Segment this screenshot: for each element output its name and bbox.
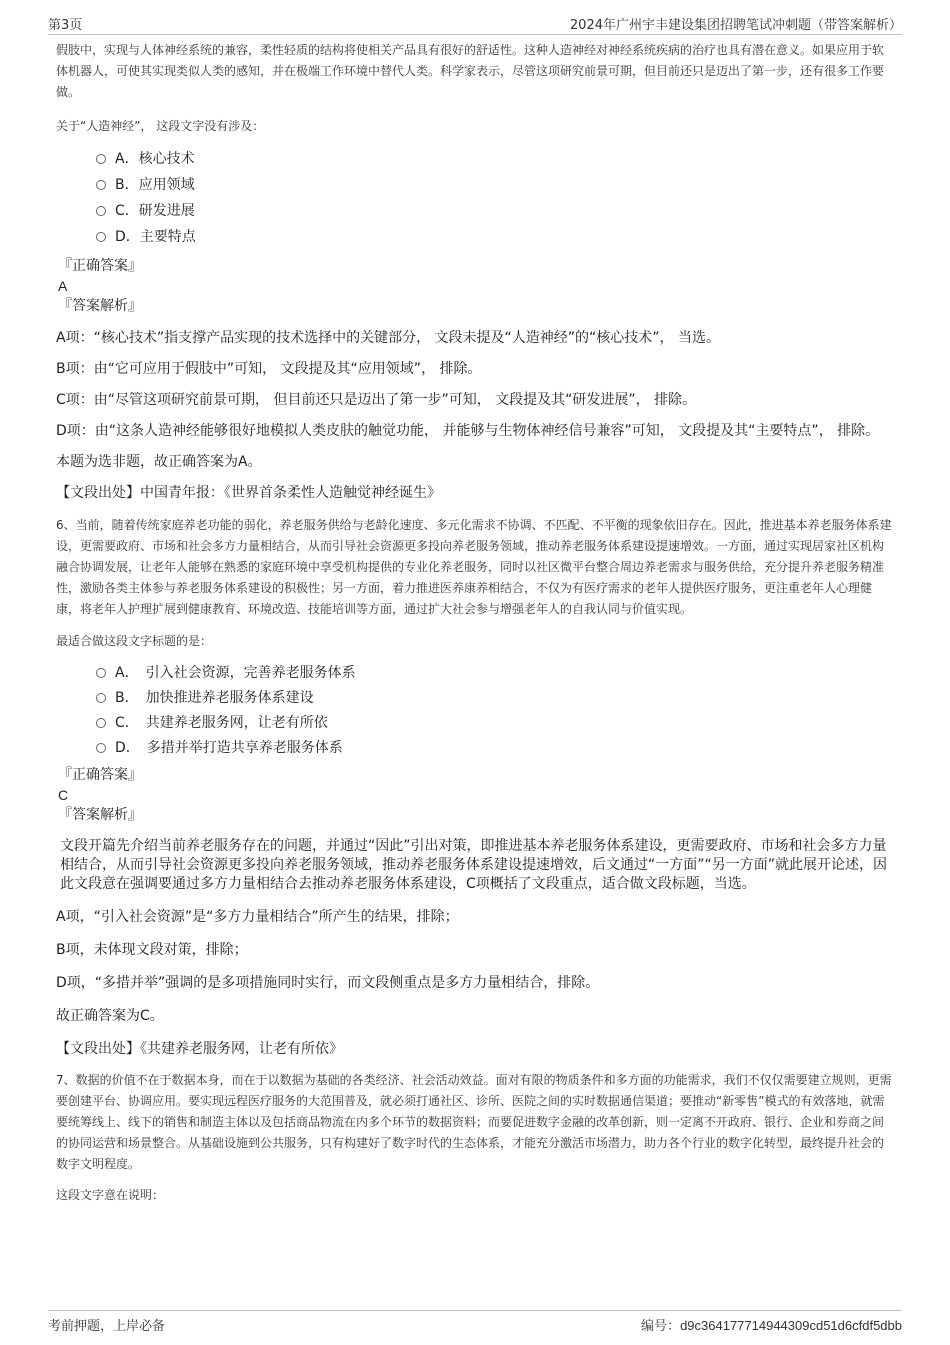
page-header (48, 12, 902, 35)
q5-option-c[interactable]: C．研发进展 (96, 198, 894, 224)
document-title: 2024年广州宇丰建设集团招聘笔试冲刺题（带答案解析） (569, 18, 902, 33)
q6-option-a[interactable]: A． 引入社会资源，完善养老服务体系 (96, 661, 894, 686)
q6-passage: 6、当前，随着传统家庭养老功能的弱化，养老服务供给与老龄化速度、多元化需求不协调、不匹配、不平衡的现象依旧存在。因此，推进基本养老服务体系建设，更需要政府、市场和社会多方力量相结合，从而引导社会资源更多投向养老服务领域，推动养老服务体系建设提速增效。一方面，通过实现居家社区机构融合协调发展，让老年人能够在熟悉的家庭环境中享受机构提供的专业化养老服务，同时以社区微平台整合周边养老需求与服务供给，充分提升养老服务精准性，激励各类主体参与养老服务体系建设的积极性；另一方面，着力推进医养康养相结合，不仅为有医疗需求的老年人提供医疗服务，更注重老年人心理健康，将老年人护理扩展到健康教育、环境改造、技能培训等方面，通过扩大社会参与增强老年人的自我认同与价值实现。 (56, 518, 892, 616)
q6-option-c[interactable]: C． 共建养老服务网，让老有所依 (96, 711, 894, 736)
q5-analysis-label: 『答案解析』 (58, 298, 142, 314)
q5-analysis-b: B项：由“它可应用于假肢中”可知， 文段提及其“应用领域”， 排除。 (56, 361, 482, 377)
radio-icon[interactable] (96, 668, 106, 678)
radio-icon[interactable] (96, 232, 106, 242)
q5-option-a[interactable]: A．核心技术 (96, 146, 894, 172)
q5-option-b[interactable]: B．应用领域 (96, 172, 894, 198)
page-number: 第3页 (48, 18, 83, 33)
document-code-value: d9c364177714944309cd51d6cfdf5dbb (680, 1318, 902, 1333)
q6-answer-label: 『正确答案』 (58, 767, 142, 783)
q6-analysis-a: A项，“引入社会资源”是“多方力量相结合”所产生的结果，排除； (56, 909, 459, 925)
page-footer (48, 1310, 902, 1337)
q5-question: 关于“人造神经”， 这段文字没有涉及： (56, 119, 265, 133)
q6-option-b[interactable]: B． 加快推进养老服务体系建设 (96, 686, 894, 711)
radio-icon[interactable] (96, 206, 106, 216)
q6-conclusion: 故正确答案为C。 (56, 1008, 164, 1024)
q5-analysis-c: C项：由“尽管这项研究前景可期， 但目前还只是迈出了第一步”可知， 文段提及其“研发进展”， 排除。 (56, 392, 697, 408)
q6-analysis-main: 文段开篇先介绍当前养老服务存在的问题，并通过“因此”引出对策，即推进基本养老服务体系建设，更需要政府、市场和社会多方力量相结合，从而引导社会资源更多投向养老服务领域，推动养老服务体系建设提速增效，后文通过“一方面”“另一方面”就此展开论述，因此文段意在强调要通过多方力量相结合去推动养老服务体系建设，C项概括了文段重点，适合做文段标题，当选。 (60, 838, 888, 892)
q5-answer: A (58, 278, 68, 294)
footer-slogan: 考前押题，上岸必备 (48, 1319, 166, 1334)
q5-options (96, 146, 894, 250)
radio-icon[interactable] (96, 154, 106, 164)
q6-question: 最适合做这段文字标题的是： (56, 634, 213, 648)
q5-analysis-d: D项：由“这条人造神经能够很好地模拟人类皮肤的触觉功能， 并能够与生物体神经信号兼容”可知， 文段提及其“主要特点”， 排除。 (56, 423, 880, 439)
q6-analysis-b: B项，未体现文段对策，排除； (56, 942, 248, 958)
q6-options (96, 661, 894, 761)
page-content (56, 40, 894, 1205)
radio-icon[interactable] (96, 718, 106, 728)
q5-passage: 假肢中，实现与人体神经系统的兼容，柔性轻质的结构将使相关产品具有很好的舒适性。这种人造神经对神经系统疾病的治疗也具有潜在意义。如果应用于软体机器人，可使其实现类似人类的感知，并在极端工作环境中替代人类。科学家表示，尽管这项研究前景可期，但目前还只是迈出了第一步，还有很多工作要做。 (56, 43, 885, 99)
q6-option-d[interactable]: D． 多措并举打造共享养老服务体系 (96, 736, 894, 761)
q5-analysis-a: A项：“核心技术”指支撑产品实现的技术选择中的关键部分， 文段未提及“人造神经”的“核心技术”， 当选。 (56, 330, 720, 346)
radio-icon[interactable] (96, 693, 106, 703)
q6-analysis-label: 『答案解析』 (58, 807, 142, 823)
q5-conclusion: 本题为选非题，故正确答案为A。 (56, 454, 262, 470)
document-code-label: 编号： (641, 1319, 681, 1334)
q5-option-d[interactable]: D．主要特点 (96, 224, 894, 250)
radio-icon[interactable] (96, 180, 106, 190)
radio-icon[interactable] (96, 743, 106, 753)
q7-passage: 7、数据的价值不在于数据本身，而在于以数据为基础的各类经济、社会活动效益。面对有限的物质条件和多方面的功能需求，我们不仅仅需要建立规则，更需要创建平台、协调应用。要实现远程医疗服务的大范围普及，就必须打通社区、诊所、医院之间的实时数据通信渠道；要推动“新零售”模式的有效落地，就需要统筹线上、线下的销售和制造主体以及包括商品物流在内多个环节的数据资料；而要促进数字金融的改革创新，则一定离不开政府、银行、企业和券商之间的协同运营和场景整合。从基础设施到公共服务，只有构建好了数字时代的生态体系，才能充分激活市场潜力，助力各个行业的数字化转型，最终提升社会的数字文明程度。 (56, 1073, 892, 1171)
q6-answer: C (58, 787, 69, 803)
q5-answer-label: 『正确答案』 (58, 258, 142, 274)
q6-source: 【文段出处】《共建养老服务网，让老有所依》 (56, 1041, 343, 1057)
document-code (641, 1315, 902, 1334)
q7-question: 这段文字意在说明： (56, 1188, 165, 1202)
q6-analysis-d: D项，“多措并举”强调的是多项措施同时实行，而文段侧重点是多方力量相结合，排除。 (56, 975, 600, 991)
q5-source: 【文段出处】中国青年报：《世界首条柔性人造触觉神经诞生》 (56, 485, 441, 501)
